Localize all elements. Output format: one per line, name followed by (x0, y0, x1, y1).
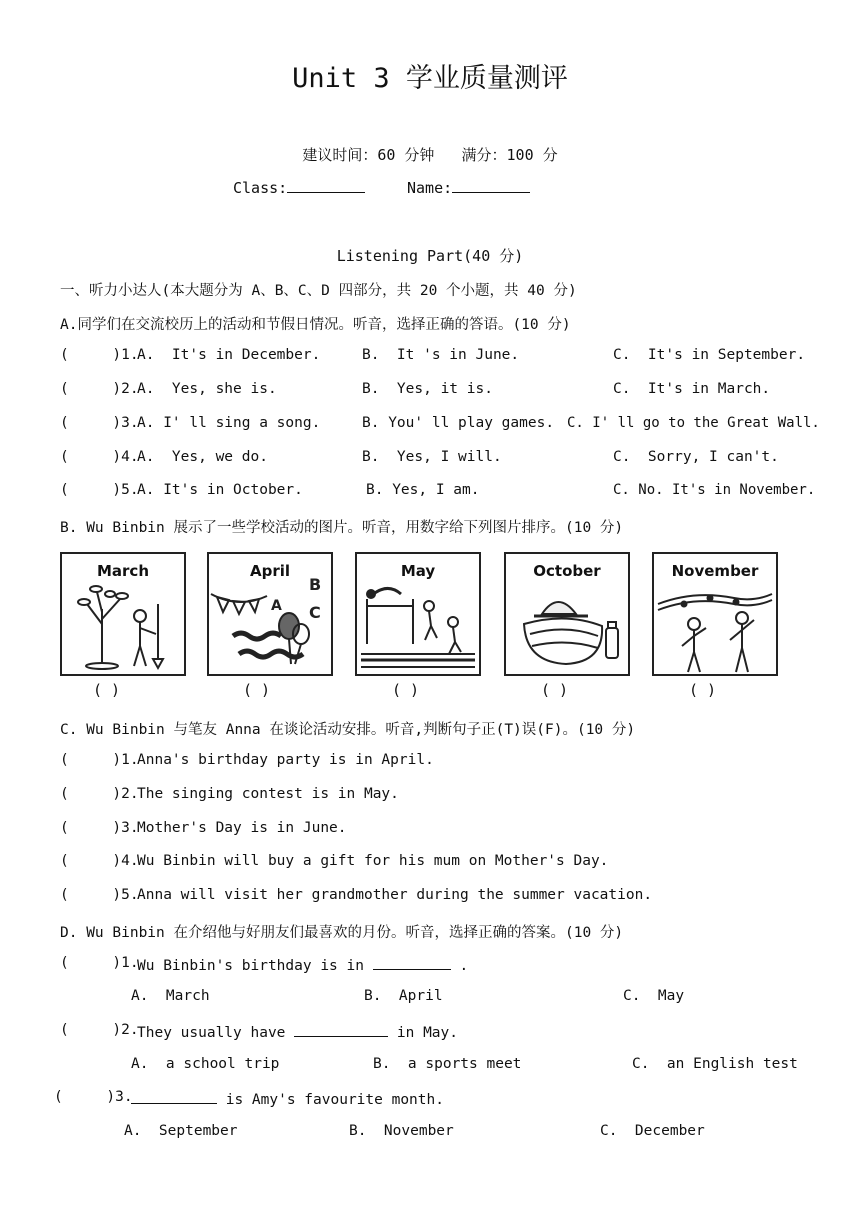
section-title: 一、听力小达人(本大题分为 A、B、C、D 四部分，共 20 个小题，共 40 分) (60, 283, 577, 299)
question-number[interactable]: ( )3. (54, 1089, 133, 1105)
svg-text:A: A (271, 598, 282, 614)
statement: Anna's birthday party is in April. (137, 752, 434, 768)
option-c: C. May (623, 988, 685, 1004)
answer-blank[interactable] (373, 955, 451, 970)
page-title: Unit 3 学业质量测评 (292, 63, 568, 94)
option-c: C. December (600, 1123, 705, 1139)
picture-answer-may[interactable]: ( ) (392, 681, 420, 699)
option-c: C. It's in March. (613, 381, 771, 397)
option-a: A. Yes, we do. (137, 449, 268, 465)
picture-november (652, 552, 778, 676)
question-number[interactable]: ( )5. (60, 482, 139, 498)
question-number[interactable]: ( )4. (60, 449, 139, 465)
picture-label: March (96, 562, 150, 580)
question-number[interactable]: ( )1. (60, 752, 139, 768)
answer-blank[interactable] (131, 1089, 217, 1104)
option-b: B. Yes, I am. (366, 482, 480, 498)
question-stem: Wu Binbin's birthday is in . (137, 955, 468, 974)
question-number[interactable]: ( )5. (60, 887, 139, 903)
option-b: B. You' ll play games. (362, 415, 555, 431)
name-field (407, 178, 530, 197)
picture-label: April (249, 562, 291, 580)
school-trip-icon (506, 554, 628, 674)
option-c: C. No. It's in November. (613, 482, 816, 498)
option-c: C. an English test (632, 1056, 798, 1072)
part-a-instruction: A.同学们在交流校历上的活动和节假日情况。听音，选择正确的答语。(10 分) (60, 317, 571, 333)
picture-march (60, 552, 186, 676)
question-number[interactable]: ( )2. (60, 786, 139, 802)
class-label: Class: (233, 179, 288, 197)
name-blank[interactable] (452, 178, 530, 193)
picture-april (207, 552, 333, 676)
option-a: A. September (124, 1123, 238, 1139)
question-number[interactable]: ( )4. (60, 853, 139, 869)
question-number[interactable]: ( )3. (60, 415, 139, 431)
time-info: 建议时间：60 分钟 满分：100 分 (302, 146, 558, 164)
question-number[interactable]: ( )1. (60, 347, 139, 363)
option-c: C. Sorry, I can't. (613, 449, 779, 465)
picture-label: May (400, 562, 436, 580)
question-number[interactable]: ( )1. (60, 955, 139, 971)
picture-answer-november[interactable]: ( ) (689, 681, 717, 699)
option-b: B. Yes, it is. (362, 381, 493, 397)
option-b: B. It 's in June. (362, 347, 520, 363)
question-number[interactable]: ( )2. (60, 381, 139, 397)
option-a: A. Yes, she is. (137, 381, 277, 397)
listening-part-title: Listening Part(40 分) (336, 247, 524, 265)
class-field (233, 178, 365, 197)
singing-contest-icon (654, 554, 776, 674)
part-d-instruction: D. Wu Binbin 在介绍他与好朋友们最喜欢的月份。听音，选择正确的答案。(10 分) (60, 925, 624, 941)
question-number[interactable]: ( )3. (60, 820, 139, 836)
question-number[interactable]: ( )2. (60, 1022, 139, 1038)
part-c-instruction: C. Wu Binbin 与笔友 Anna 在谈论活动安排。听音,判断句子正(T)误(F)。(10 分) (60, 722, 636, 738)
statement: Anna will visit her grandmother during the summer vacation. (137, 887, 653, 903)
option-a: A. March (131, 988, 210, 1004)
picture-answer-march[interactable]: ( ) (93, 681, 121, 699)
option-c: C. It's in September. (613, 347, 806, 363)
option-b: B. November (349, 1123, 454, 1139)
option-a: A. a school trip (131, 1056, 280, 1072)
picture-label: October (533, 562, 601, 580)
picture-october (504, 552, 630, 676)
statement: The singing contest is in May. (137, 786, 399, 802)
option-c: C. I' ll go to the Great Wall. (567, 415, 820, 431)
option-b: B. April (364, 988, 443, 1004)
question-stem: They usually have in May. (137, 1022, 458, 1041)
answer-blank[interactable] (294, 1022, 388, 1037)
picture-answer-april[interactable]: ( ) (243, 681, 271, 699)
statement: Wu Binbin will buy a gift for his mum on Mother's Day. (137, 853, 609, 869)
svg-text:B: B (309, 575, 322, 594)
option-a: A. I' ll sing a song. (137, 415, 321, 431)
class-blank[interactable] (287, 178, 365, 193)
svg-text:C: C (309, 603, 321, 622)
option-b: B. Yes, I will. (362, 449, 502, 465)
tree-planting-icon (62, 554, 184, 674)
picture-label: November (671, 562, 759, 580)
question-stem: is Amy's favourite month. (131, 1089, 444, 1108)
option-a: A. It's in December. (137, 347, 321, 363)
party-decorations-icon (209, 554, 331, 674)
picture-answer-october[interactable]: ( ) (541, 681, 569, 699)
name-label: Name: (407, 179, 453, 197)
option-a: A. It's in October. (137, 482, 303, 498)
option-b: B. a sports meet (373, 1056, 522, 1072)
picture-may (355, 552, 481, 676)
statement: Mother's Day is in June. (137, 820, 347, 836)
part-b-instruction: B. Wu Binbin 展示了一些学校活动的图片。听音，用数字给下列图片排序。(10 分) (60, 520, 624, 536)
sports-meet-icon (357, 554, 479, 674)
